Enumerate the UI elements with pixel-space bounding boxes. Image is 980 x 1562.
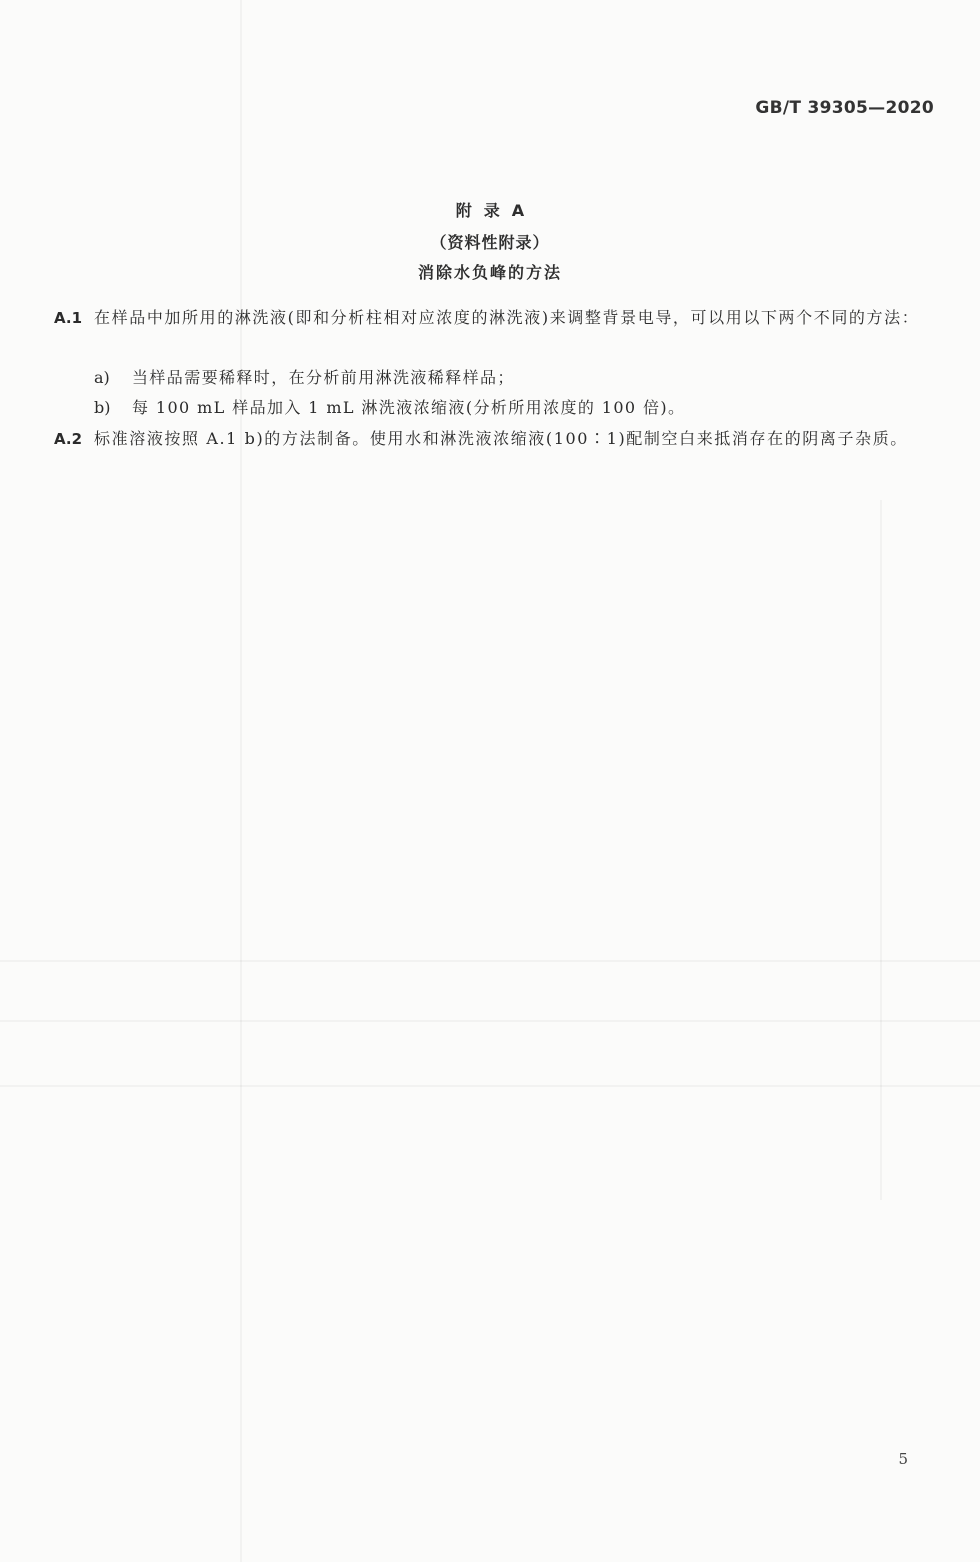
clause-a1: [54, 303, 934, 333]
clause-a2: [54, 424, 934, 454]
list-item-text: 每 100 mL 样品加入 1 mL 淋洗液浓缩液(分析所用浓度的 100 倍)。: [132, 398, 686, 417]
clause-text: 标准溶液按照 A.1 b)的方法制备。使用水和淋洗液浓缩液(100∶1)配制空白来抵消存在的阴离子杂质。: [94, 429, 908, 448]
scan-artifact: [0, 1085, 980, 1087]
scan-artifact: [0, 960, 980, 962]
clause-number: A.1: [54, 309, 83, 327]
list-marker: a): [94, 368, 110, 387]
list-item: [94, 393, 934, 423]
clause-number: A.2: [54, 430, 83, 448]
scan-artifact: [880, 500, 882, 1200]
annex-title: 消除水负峰的方法: [417, 263, 562, 282]
list-item: [94, 363, 934, 393]
annex-type: （资料性附录）: [430, 233, 550, 252]
clause-text: 在样品中加所用的淋洗液(即和分析柱相对应浓度的淋洗液)来调整背景电导，可以用以下两个不同的方法：: [94, 308, 920, 327]
scan-artifact: [0, 1020, 980, 1022]
list-marker: b): [94, 398, 111, 417]
page-number: 5: [898, 1450, 908, 1468]
list-item-text: 当样品需要稀释时，在分析前用淋洗液稀释样品；: [132, 368, 515, 387]
annex-label: 附录A: [455, 201, 537, 220]
standard-code: GB/T 39305—2020: [755, 98, 934, 118]
